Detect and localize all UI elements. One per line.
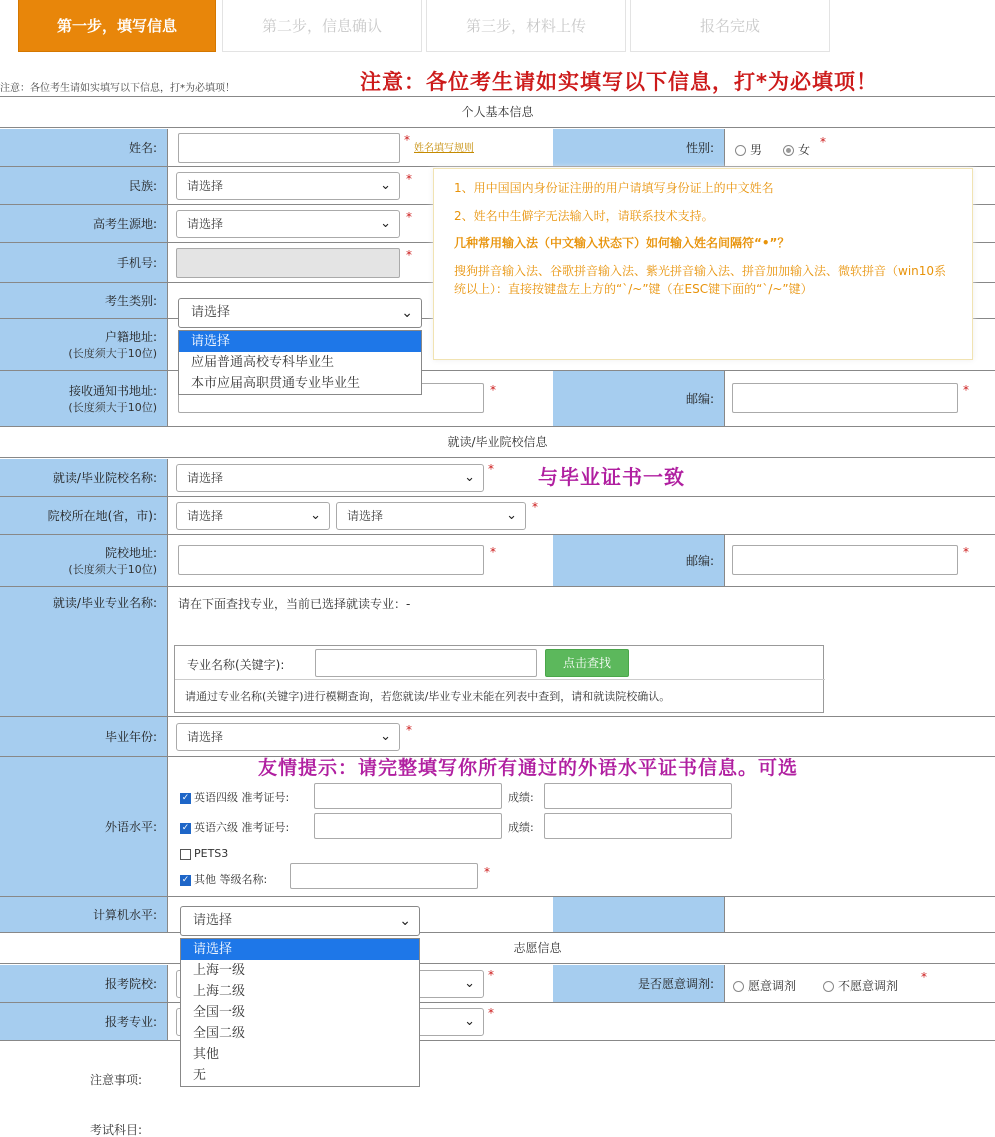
school-postcode-input[interactable] bbox=[732, 545, 958, 575]
required-mark: * bbox=[406, 172, 412, 186]
tooltip-line-2: 2、姓名中生僻字无法输入时，请联系技术支持。 bbox=[454, 208, 714, 223]
gender-label: 性别: bbox=[553, 129, 725, 167]
major-search-label: 专业名称(关键字): bbox=[187, 658, 285, 672]
school-name-select[interactable]: 请选择 ⌄ bbox=[176, 464, 484, 492]
section-school-title: 就读/毕业院校信息 bbox=[0, 427, 995, 458]
foreign-label: 外语水平: bbox=[0, 757, 168, 897]
gender-cell bbox=[725, 129, 995, 167]
cet6-score-input[interactable] bbox=[544, 813, 732, 839]
major-search-help: 请通过专业名称(关键字)进行模糊查询，若您就读/毕业专业未能在列表中查到，请和就读院校确认。 bbox=[185, 690, 671, 703]
chevron-down-icon: ⌄ bbox=[464, 976, 475, 991]
name-input[interactable] bbox=[178, 133, 400, 163]
chevron-down-icon: ⌄ bbox=[401, 305, 413, 321]
foreign-cell bbox=[168, 757, 995, 897]
category-dropdown-list bbox=[178, 330, 422, 395]
gender-female[interactable]: 女 bbox=[783, 141, 810, 158]
required-mark: * bbox=[963, 383, 969, 397]
foreign-hint: 友情提示：请完整填写你所有通过的外语水平证书信息。可选 bbox=[258, 757, 799, 779]
cet4-cert-input[interactable] bbox=[314, 783, 502, 809]
grad-year-cell bbox=[168, 717, 995, 757]
section-wish-title: 志愿信息 bbox=[0, 933, 995, 964]
apply-school-label: 报考院校: bbox=[0, 965, 168, 1003]
notes-area bbox=[0, 1041, 995, 1137]
computer-extra-label bbox=[553, 897, 725, 933]
ethnicity-label: 民族: bbox=[0, 167, 168, 205]
notice-big: 注意：各位考生请如实填写以下信息，打*为必填项！ bbox=[360, 70, 878, 94]
radio-icon[interactable] bbox=[783, 145, 794, 156]
computer-option[interactable]: 其他 bbox=[193, 1047, 220, 1062]
school-name-hint: 与毕业证书一致 bbox=[538, 465, 685, 489]
computer-option[interactable]: 全国二级 bbox=[193, 1026, 246, 1041]
major-search-input[interactable] bbox=[315, 649, 537, 677]
required-mark: * bbox=[490, 383, 496, 397]
chevron-down-icon: ⌄ bbox=[399, 913, 411, 929]
required-mark: * bbox=[921, 970, 927, 984]
computer-option[interactable]: 上海一级 bbox=[193, 963, 246, 978]
chevron-down-icon: ⌄ bbox=[464, 470, 475, 485]
chevron-down-icon: ⌄ bbox=[310, 508, 321, 523]
pets3-option[interactable]: PETS3 bbox=[180, 847, 228, 860]
major-search-box bbox=[174, 645, 824, 713]
major-prompt: 请在下面查找专业，当前已选择就读专业：- bbox=[178, 597, 411, 611]
checkbox-icon[interactable]: ✓ bbox=[181, 792, 190, 803]
category-label: 考生类别: bbox=[0, 283, 168, 319]
school-name-cell bbox=[168, 459, 995, 497]
adjust-no[interactable]: 不愿意调剂 bbox=[823, 977, 898, 994]
checkbox-icon[interactable] bbox=[180, 849, 191, 860]
radio-icon[interactable] bbox=[733, 981, 744, 992]
subjects-label: 考试科目: bbox=[90, 1123, 143, 1137]
cet4-score-label: 成绩: bbox=[508, 791, 534, 804]
category-option[interactable]: 请选择 bbox=[179, 331, 421, 352]
chevron-down-icon: ⌄ bbox=[380, 216, 391, 231]
adjust-label: 是否愿意调剂: bbox=[553, 965, 725, 1003]
major-search-cell bbox=[168, 617, 995, 717]
required-mark: * bbox=[406, 248, 412, 262]
phone-input[interactable] bbox=[176, 248, 400, 278]
required-mark: * bbox=[963, 545, 969, 559]
major-search-row bbox=[175, 646, 825, 680]
computer-extra-cell bbox=[725, 897, 995, 933]
school-postcode-cell bbox=[725, 535, 995, 587]
name-rule-tooltip bbox=[433, 168, 973, 360]
step-3-tab[interactable]: 第三步，材料上传 bbox=[426, 0, 626, 52]
notes-label: 注意事项: bbox=[90, 1073, 143, 1087]
notice-small: 注意：各位考生请如实填写以下信息，打*为必填项！ bbox=[0, 83, 235, 94]
required-mark: * bbox=[820, 135, 826, 149]
required-mark: * bbox=[404, 133, 410, 147]
chevron-down-icon: ⌄ bbox=[380, 178, 391, 193]
school-address-input[interactable] bbox=[178, 545, 484, 575]
school-location-cell bbox=[168, 497, 995, 535]
postcode-input[interactable] bbox=[732, 383, 958, 413]
grad-year-label: 毕业年份: bbox=[0, 717, 168, 757]
computer-option[interactable]: 上海二级 bbox=[193, 984, 246, 999]
gender-male[interactable]: 男 bbox=[735, 141, 762, 158]
chevron-down-icon: ⌄ bbox=[506, 508, 517, 523]
mail-address-label: 接收通知书地址: (长度须大于10位) bbox=[0, 371, 168, 427]
required-mark: * bbox=[488, 1006, 494, 1020]
required-mark: * bbox=[406, 210, 412, 224]
step-1-tab[interactable]: 第一步，填写信息 bbox=[18, 0, 216, 52]
adjust-yes[interactable]: 愿意调剂 bbox=[733, 977, 796, 994]
school-name-label: 就读/毕业院校名称: bbox=[0, 459, 168, 497]
section-basic-title: 个人基本信息 bbox=[0, 97, 995, 128]
cet4-score-input[interactable] bbox=[544, 783, 732, 809]
checkbox-icon[interactable]: ✓ bbox=[181, 874, 190, 885]
computer-option[interactable]: 请选择 bbox=[181, 939, 419, 960]
tooltip-line-4: 搜狗拼音输入法、谷歌拼音输入法、紫光拼音输入法、拼音加加输入法、微软拼音（win10系统以上）：直接按键盘左上方的“`/~”键（在ESC键下面的“`/~”键） bbox=[454, 263, 947, 297]
category-option[interactable]: 应届普通高校专科毕业生 bbox=[191, 355, 335, 370]
cet6-score-label: 成绩: bbox=[508, 821, 534, 834]
major-prompt-cell bbox=[168, 587, 995, 617]
chevron-down-icon: ⌄ bbox=[380, 729, 391, 744]
major-search-label-cell bbox=[0, 617, 168, 717]
radio-icon[interactable] bbox=[823, 981, 834, 992]
required-mark: * bbox=[488, 462, 494, 476]
adjust-cell bbox=[725, 965, 995, 1003]
province-select[interactable]: 请选择 ⌄ bbox=[176, 502, 330, 530]
required-mark: * bbox=[406, 723, 412, 737]
origin-select[interactable]: 请选择 ⌄ bbox=[176, 210, 400, 238]
school-address-cell bbox=[168, 535, 553, 587]
cet6-cert-input[interactable] bbox=[314, 813, 502, 839]
category-option[interactable]: 本市应届高职贯通专业毕业生 bbox=[191, 376, 361, 391]
school-location-label: 院校所在地(省，市): bbox=[0, 497, 168, 535]
checkbox-icon[interactable]: ✓ bbox=[181, 822, 190, 833]
grad-year-select[interactable]: 请选择 ⌄ bbox=[176, 723, 400, 751]
cet4-option[interactable]: ✓ 英语四级 准考证号: bbox=[181, 791, 290, 804]
step-2-tab[interactable]: 第二步，信息确认 bbox=[222, 0, 422, 52]
name-rule-link[interactable]: 姓名填写规则 bbox=[414, 143, 474, 154]
apply-major-label: 报考专业: bbox=[0, 1003, 168, 1041]
computer-label: 计算机水平: bbox=[0, 897, 168, 933]
tooltip-line-3: 几种常用输入法（中文输入状态下）如何输入姓名间隔符“•”？ bbox=[454, 236, 790, 251]
school-postcode-label: 邮编: bbox=[553, 535, 725, 587]
phone-label: 手机号: bbox=[0, 243, 168, 283]
computer-option[interactable]: 无 bbox=[193, 1068, 207, 1083]
origin-label: 高考生源地: bbox=[0, 205, 168, 243]
required-mark: * bbox=[490, 545, 496, 559]
ethnicity-select[interactable]: 请选择 ⌄ bbox=[176, 172, 400, 200]
computer-select[interactable]: 请选择 ⌄ bbox=[180, 906, 420, 936]
computer-dropdown-list bbox=[180, 938, 420, 1087]
required-mark: * bbox=[484, 865, 490, 879]
city-select[interactable]: 请选择 ⌄ bbox=[336, 502, 526, 530]
step-4-tab[interactable]: 报名完成 bbox=[630, 0, 830, 52]
household-label: 户籍地址: (长度须大于10位) bbox=[0, 319, 168, 371]
category-select[interactable]: 请选择 ⌄ bbox=[178, 298, 422, 328]
major-label: 就读/毕业专业名称: bbox=[0, 587, 168, 617]
postcode-label: 邮编: bbox=[553, 371, 725, 427]
tooltip-line-1: 1、用中国国内身份证注册的用户请填写身份证上的中文姓名 bbox=[454, 181, 774, 195]
name-cell bbox=[168, 129, 553, 167]
other-level-input[interactable] bbox=[290, 863, 478, 889]
radio-icon[interactable] bbox=[735, 145, 746, 156]
name-label: 姓名: bbox=[0, 129, 168, 167]
search-button[interactable]: 点击查找 bbox=[545, 649, 629, 677]
required-mark: * bbox=[532, 500, 538, 514]
other-language-option[interactable]: ✓ 其他 等级名称: bbox=[181, 873, 268, 886]
cet6-option[interactable]: ✓ 英语六级 准考证号: bbox=[181, 821, 290, 834]
school-address-label: 院校地址: (长度须大于10位) bbox=[0, 535, 168, 587]
required-mark: * bbox=[488, 968, 494, 982]
computer-option[interactable]: 全国一级 bbox=[193, 1005, 246, 1020]
chevron-down-icon: ⌄ bbox=[464, 1014, 475, 1029]
postcode-cell bbox=[725, 371, 995, 427]
